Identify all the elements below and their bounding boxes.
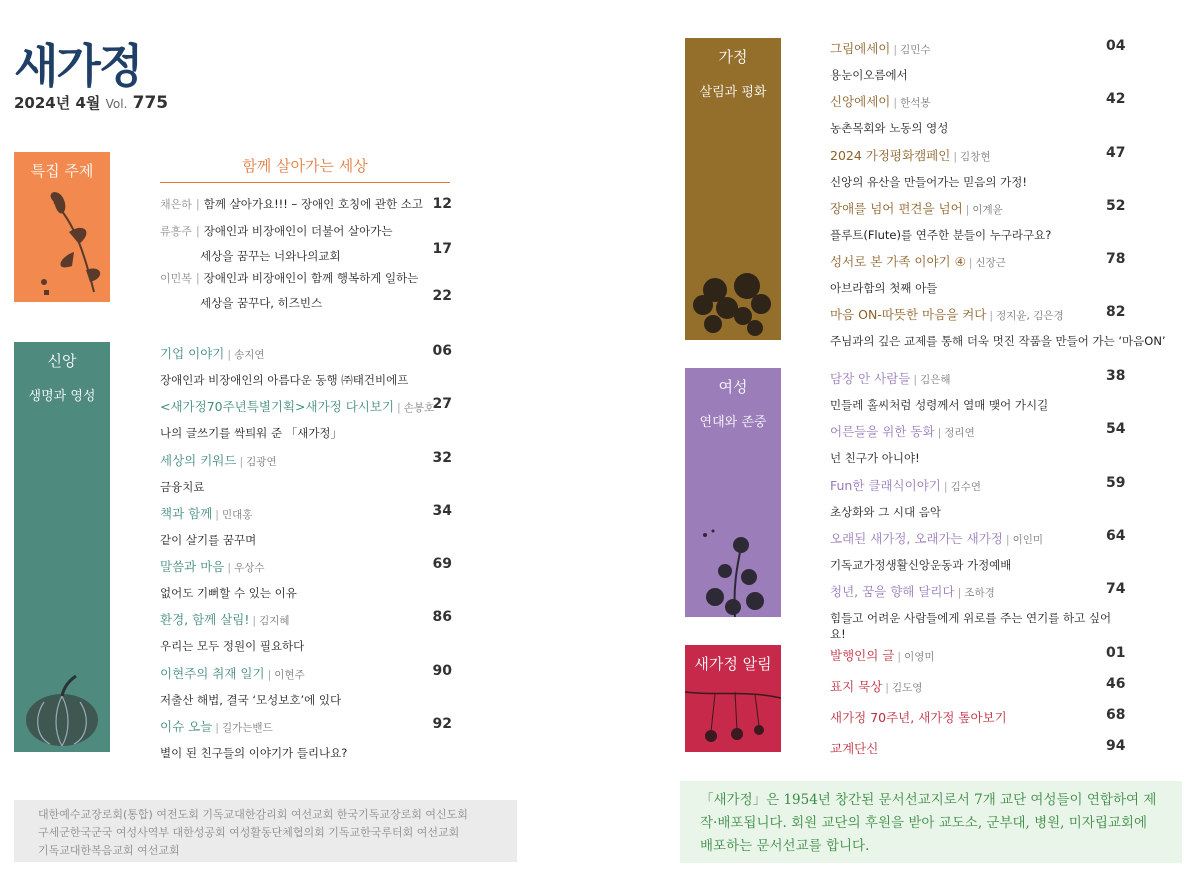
women-item-category: 오래된 새가정, 오래가는 새가정: [830, 531, 1003, 546]
faith-item-page: 92: [432, 716, 452, 732]
women-item-category: 청년, 꿈을 향해 달리다: [830, 584, 955, 599]
family-item-author: 정지윤, 김은경: [996, 310, 1064, 322]
family-item-category: 마음 ON-따뜻한 마음을 켜다: [830, 307, 987, 322]
women-item-desc: 민들레 홀씨처럼 성령께서 열매 맺어 가시길: [830, 398, 1049, 412]
women-item-desc: 기독교가정생활신앙운동과 가정예배: [830, 558, 1012, 572]
family-item-desc: 플루트(Flute)를 연주한 분들이 누구라구요?: [830, 228, 1052, 242]
magazine-logo: 새가정: [14, 39, 142, 93]
feature-item-author: 류흥주: [160, 225, 192, 238]
news-item: 발행인의 글 | 이영미 01: [830, 645, 1126, 663]
feature-item-page: 22: [432, 288, 452, 304]
faith-item-desc: 저출산 해법, 결국 ‘모성보호’에 있다: [160, 693, 342, 707]
faith-item-author: 이현주: [274, 669, 305, 681]
family-item-desc: 아브라함의 첫째 아들: [830, 281, 938, 295]
family-item: 신앙에세이 | 한석봉 농촌목회와 노동의 영성 42: [830, 91, 1126, 135]
faith-panel: [14, 342, 110, 752]
faith-item-author: 길가는밴드: [222, 722, 273, 734]
violet-illustration: [685, 527, 781, 617]
flower-illustration: [685, 250, 781, 340]
family-item-category: 성서로 본 가족 이야기 ④: [830, 254, 966, 269]
family-item-author: 신장근: [975, 257, 1006, 269]
feature-panel-title: 특집 주제: [30, 162, 94, 180]
news-panel: [685, 645, 781, 752]
dried-flower-illustration: [14, 182, 110, 302]
faith-item-desc: 별이 된 친구들의 이야기가 들리나요?: [160, 746, 348, 760]
pumpkin-illustration: [14, 662, 110, 752]
women-item-category: Fun한 클래식이야기: [830, 478, 941, 493]
women-item-author: 김은해: [920, 374, 951, 386]
family-item-author: 이계윤: [972, 204, 1003, 216]
vol-number: 775: [132, 93, 169, 113]
faith-item-desc: 금융치료: [160, 480, 205, 494]
family-item: 성서로 본 가족 이야기 ④ | 신장근 아브라함의 첫째 아들 78: [830, 251, 1126, 295]
faith-item-desc: 없어도 기뻐할 수 있는 이유: [160, 586, 297, 600]
faith-item-category: <새가정70주년특별기획>새가정 다시보기: [160, 399, 395, 414]
women-item-desc: 힘들고 어려운 사람들에게 위로를 주는 연기를 하고 싶어요!: [830, 611, 1112, 641]
news-item-page: 68: [1106, 707, 1126, 723]
faith-item-category: 세상의 키워드: [160, 453, 237, 468]
women-item: Fun한 클래식이야기 | 김수연 초상화와 그 시대 음악 59: [830, 475, 1126, 519]
faith-item-author: 송지연: [234, 349, 265, 361]
denominations-line: 기독교대한복음교회 여선교회: [38, 844, 180, 857]
news-item-category: 표지 묵상: [830, 679, 883, 694]
faith-item-page: 86: [432, 609, 452, 625]
faith-panel-title: 신앙: [47, 352, 77, 370]
women-item-category: 어른들을 위한 동화: [830, 424, 935, 439]
issue-date: 2024년 4월: [14, 94, 101, 112]
family-item-author: 김민수: [900, 44, 931, 56]
women-item-page: 54: [1106, 421, 1126, 437]
women-panel-title: 여성: [718, 378, 748, 396]
family-item: 2024 가정평화캠페인 | 김창현 신앙의 유산을 만들어가는 믿음의 가정! 47: [830, 145, 1126, 189]
feature-item-author: 이민복: [160, 272, 192, 285]
faith-item-page: 69: [432, 556, 452, 572]
family-item-category: 신앙에세이: [830, 94, 891, 109]
faith-item-author: 김광연: [246, 456, 277, 468]
family-item-page: 52: [1106, 198, 1126, 214]
faith-item-category: 기업 이야기: [160, 346, 225, 361]
news-item-category: 교계단신: [830, 741, 879, 756]
family-item: 그림에세이 | 김민수 용눈이오름에서 04: [830, 38, 1126, 82]
faith-item-category: 책과 함께: [160, 506, 213, 521]
faith-item: 이슈 오늘 | 길가는밴드 별이 된 친구들의 이야기가 들리나요? 92: [160, 716, 452, 760]
faith-item: <새가정70주년특별기획>새가정 다시보기 | 손봉호 나의 글쓰기를 싹틔워 준 「새가정」 27: [160, 396, 452, 440]
women-item-page: 64: [1106, 528, 1126, 544]
faith-item-author: 손봉호: [403, 402, 435, 414]
news-item-page: 46: [1106, 676, 1126, 692]
family-panel-subtitle: 살림과 평화: [699, 85, 767, 100]
feature-item-author: 채은하: [160, 198, 192, 211]
faith-item-category: 이현주의 취재 일기: [160, 666, 265, 681]
family-item-desc: 신앙의 유산을 만들어가는 믿음의 가정!: [830, 175, 1027, 189]
faith-item-desc: 같이 살기를 꿈꾸며: [160, 533, 257, 547]
faith-item-author: 민대홍: [222, 509, 253, 521]
women-item-page: 38: [1106, 368, 1126, 384]
news-item-category: 발행인의 글: [830, 648, 895, 663]
family-item-desc: 용눈이오름에서: [830, 68, 908, 82]
women-item: 오래된 새가정, 오래가는 새가정 | 이인미 기독교가정생활신앙운동과 가정예배 64: [830, 528, 1126, 572]
news-item-author: 이영미: [904, 651, 935, 663]
women-item: 담장 안 사람들 | 김은해 민들레 홀씨처럼 성령께서 열매 맺어 가시길 38: [830, 368, 1126, 412]
women-item-author: 이인미: [1012, 534, 1044, 546]
faith-item: 환경, 함께 살림! | 김지혜 우리는 모두 정원이 필요하다 86: [160, 609, 452, 653]
mission-notice: 「새가정」은 1954년 창간된 문서선교지로서 7개 교단 여성들이 연합하여 제작·배포됩니다. 회원 교단의 후원을 받아 교도소, 군부대, 병원, 미자립교회에 배포하는 문서선교를 합니다.: [680, 781, 1182, 863]
faith-item: 이현주의 취재 일기 | 이현주 저출산 해법, 결국 ‘모성보호’에 있다 90: [160, 663, 452, 707]
faith-item-page: 06: [432, 343, 452, 359]
denominations-line: 대한예수교장로회(통합) 여전도회 기독교대한감리회 여선교회 한국기독교장로회 여신도회: [38, 808, 468, 821]
family-panel: [685, 38, 781, 340]
family-panel-title: 가정: [718, 48, 748, 66]
family-item-page: 78: [1106, 251, 1126, 267]
member-denominations-box: [14, 800, 517, 862]
women-item: 청년, 꿈을 향해 달리다 | 조하경 힘들고 어려운 사람들에게 위로를 주는 연기를 하고 싶어요! 74: [830, 581, 1126, 641]
women-item-category: 담장 안 사람들: [830, 371, 911, 386]
faith-item: 책과 함께 | 민대홍 같이 살기를 꿈꾸며 34: [160, 503, 452, 547]
feature-item: 이민복 | 장애인과 비장애인이 함께 행복하게 일하는 세상을 꿈꾸다, 히즈빈스 22: [160, 271, 452, 310]
faith-item: 기업 이야기 | 송지연 장애인과 비장애인의 아름다운 동행 ㈜태건비에프 06: [160, 343, 452, 387]
news-item-page: 94: [1106, 738, 1126, 754]
vol-label: Vol.: [105, 97, 128, 111]
news-panel-title: 새가정 알림: [694, 655, 772, 673]
feature-item-page: 17: [432, 241, 452, 257]
feature-section-title: 함께 살아가는 세상: [160, 155, 450, 183]
family-item-author: 김창현: [960, 151, 991, 163]
family-item: 마음 ON-따뜻한 마음을 켜다 | 정지윤, 김은경 주님과의 깊은 교제를 통해 더욱 멋진 작품을 만들어 가는 ‘마음ON’ 82: [830, 304, 1170, 349]
news-item: [830, 738, 1126, 757]
faith-item-page: 34: [432, 503, 452, 519]
faith-item-page: 90: [432, 663, 452, 679]
family-item-category: 그림에세이: [830, 41, 891, 56]
feature-panel: [14, 152, 110, 302]
faith-item-page: 32: [432, 450, 452, 466]
feature-item-title-line2: 세상을 꿈꾸다, 히즈빈스: [200, 296, 323, 310]
faith-item-page: 27: [432, 396, 452, 412]
issue-info: [14, 92, 168, 113]
women-item-desc: 넌 친구가 아니야!: [830, 451, 920, 465]
denominations-line: 구세군한국군국 여성사역부 대한성공회 여성활동단체협의회 기독교한국루터회 여선교회: [38, 826, 460, 839]
news-item-category: 새가정 70주년, 새가정 톺아보기: [830, 710, 1007, 725]
family-item-author: 한석봉: [900, 97, 931, 109]
faith-item-category: 말씀과 마음: [160, 559, 225, 574]
news-item-author: 김도영: [892, 682, 923, 694]
faith-item: 말씀과 마음 | 우상수 없어도 기뻐할 수 있는 이유 69: [160, 556, 452, 600]
news-item-page: 01: [1106, 645, 1126, 661]
faith-item: 세상의 키워드 | 김광연 금융치료 32: [160, 450, 452, 494]
faith-item-category: 이슈 오늘: [160, 719, 213, 734]
faith-item-desc: 나의 글쓰기를 싹틔워 준 「새가정」: [160, 426, 343, 440]
women-item-author: 김수연: [950, 481, 982, 493]
feature-item: 류흥주 | 장애인과 비장애인이 더불어 살아가는 세상을 꿈꾸는 너와나의교회 17: [160, 224, 452, 263]
news-item: 표지 묵상 | 김도영 46: [830, 676, 1126, 694]
women-item-author: 정리연: [944, 427, 975, 439]
faith-panel-subtitle: 생명과 영성: [28, 389, 96, 404]
feature-item-title-line2: 세상을 꿈꾸는 너와나의교회: [200, 249, 341, 263]
women-panel-subtitle: 연대와 존중: [699, 415, 767, 430]
women-panel: [685, 368, 781, 617]
faith-item-category: 환경, 함께 살림!: [160, 612, 250, 627]
feature-item-title: 장애인과 비장애인이 더불어 살아가는: [203, 224, 393, 238]
family-item-page: 42: [1106, 91, 1126, 107]
feature-item-title: 장애인과 비장애인이 함께 행복하게 일하는: [203, 271, 419, 285]
family-item-category: 장애를 넘어 편견을 넘어: [830, 201, 963, 216]
family-item-page: 47: [1106, 145, 1126, 161]
faith-item-author: 우상수: [234, 562, 265, 574]
family-item-desc: 농촌목회와 노동의 영성: [830, 121, 949, 135]
family-item-page: 82: [1106, 304, 1126, 320]
faith-item-desc: 장애인과 비장애인의 아름다운 동행 ㈜태건비에프: [160, 373, 409, 387]
family-item-desc: 주님과의 깊은 교제를 통해 더욱 멋진 작품을 만들어 가는 ‘마음ON’: [830, 334, 1166, 348]
faith-item-author: 김지혜: [259, 615, 290, 627]
women-item-author: 조하경: [964, 587, 995, 599]
women-item-desc: 초상화와 그 시대 음악: [830, 505, 941, 519]
women-item-page: 74: [1106, 581, 1126, 597]
family-item: 장애를 넘어 편견을 넘어 | 이계윤 플루트(Flute)를 연주한 분들이 누구라구요? 52: [830, 198, 1126, 242]
feature-item: 채은하 | 함께 살아가요!!! – 장애인 호칭에 관한 소고 12: [160, 196, 452, 212]
family-item-page: 04: [1106, 38, 1126, 54]
feature-item-title: 함께 살아가요!!! – 장애인 호칭에 관한 소고: [203, 197, 424, 211]
women-item: 어른들을 위한 동화 | 정리연 넌 친구가 아니야! 54: [830, 421, 1126, 465]
women-item-page: 59: [1106, 475, 1126, 491]
news-item: [830, 707, 1126, 726]
berry-illustration: [685, 672, 781, 752]
faith-item-desc: 우리는 모두 정원이 필요하다: [160, 639, 305, 653]
feature-item-page: 12: [432, 196, 452, 212]
family-item-category: 2024 가정평화캠페인: [830, 148, 951, 163]
